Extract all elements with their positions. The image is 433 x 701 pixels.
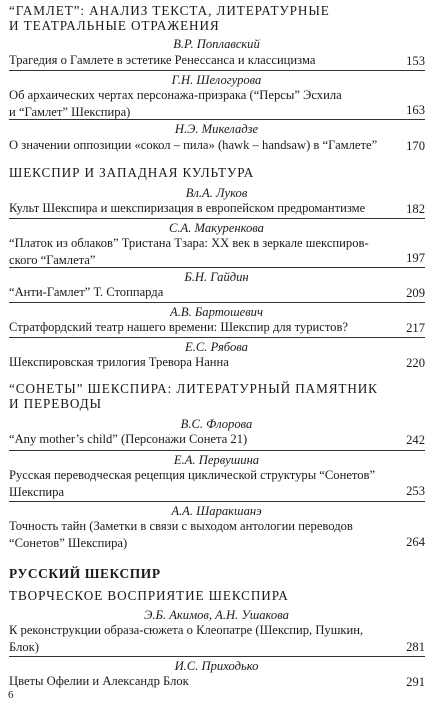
entry-page-number: 170 (406, 139, 425, 153)
entry-divider (9, 302, 425, 303)
entry-author: В.С. Флорова (180, 417, 253, 431)
entry-page-number: 264 (406, 535, 425, 549)
entry-title-line: “Сонетов” Шекспира) (9, 535, 128, 550)
entry-author: С.А. Макуренкова (169, 221, 264, 235)
entry-title-line: Точность тайн (Заметки в связи с выходом антологии переводов (9, 519, 353, 533)
entry-title (9, 200, 399, 217)
entry-title-line: ского “Гамлета” (9, 252, 96, 267)
section-heading-shakespeare-western-culture (9, 165, 424, 180)
entry-author: А.В. Бартошевич (170, 305, 263, 319)
section-heading-line: И ТЕАТРАЛЬНЫЕ ОТРАЖЕНИЯ (9, 18, 220, 33)
entry-title (9, 137, 399, 154)
entry-author: Г.Н. Шелогурова (171, 73, 262, 87)
entry-title-line: Культ Шекспира и шекспиризация в европейском предромантизме (9, 201, 366, 215)
entry-page-number: 163 (406, 103, 425, 117)
page-folio: 6 (8, 689, 14, 701)
entry-author: Э.Б. Акимов, А.Н. Ушакова (144, 608, 289, 622)
section-heading-line: “ГАМЛЕТ”: АНАЛИЗ ТЕКСТА, ЛИТЕРАТУРНЫЕ (9, 3, 330, 18)
entry-title (9, 87, 379, 120)
entry-page-number: 220 (406, 356, 425, 370)
entry-page-number: 281 (406, 640, 425, 654)
entry-title (9, 52, 379, 69)
entry-page-number: 197 (406, 251, 425, 265)
entry-title-line: Об архаических чертах персонажа-призрака (“Персы” Эсхила (9, 88, 342, 102)
entry-page-number: 153 (406, 54, 425, 68)
entry-divider (9, 218, 425, 219)
entry-divider (9, 337, 425, 338)
entry-title-line: “Анти-Гамлет” Т. Стоппарда (9, 285, 164, 299)
entry-author: И.С. Приходько (174, 659, 259, 673)
entry-title-line: и “Гамлет” Шекспира) (9, 104, 131, 119)
entry-author: В.Р. Поплавский (173, 37, 260, 51)
entry-author: Н.Э. Микеладзе (174, 122, 259, 136)
entry-author: А.А. Шаракшанэ (171, 504, 262, 518)
section-heading-sonnets (9, 381, 424, 411)
entry-page-number: 291 (406, 675, 425, 689)
part-heading-russian-shakespeare: РУССКИЙ ШЕКСПИР (9, 566, 161, 581)
entry-title (9, 467, 379, 500)
section-heading-hamlet-analysis (9, 3, 424, 33)
entry-divider (9, 450, 425, 451)
section-heading-line: И ПЕРЕВОДЫ (9, 396, 102, 411)
entry-page-number: 182 (406, 202, 425, 216)
entry-divider (9, 119, 425, 120)
entry-page-number: 253 (406, 484, 425, 498)
section-heading-line: ШЕКСПИР И ЗАПАДНАЯ КУЛЬТУРА (9, 165, 255, 180)
entry-title-line: “Платок из облаков” Тристана Тзара: XX век в зеркале шекспиров- (9, 236, 369, 250)
entry-divider (9, 501, 425, 502)
section-heading-line: “СОНЕТЫ” ШЕКСПИРА: ЛИТЕРАТУРНЫЙ ПАМЯТНИК (9, 381, 378, 396)
entry-title (9, 622, 379, 655)
entry-title (9, 518, 379, 551)
entry-author: Е.А. Первушина (173, 453, 260, 467)
entry-title (9, 319, 379, 336)
entry-title (9, 235, 379, 268)
entry-title-line: О значении оппозиции «сокол – пила» (hawk – handsaw) в “Гамлете” (9, 138, 378, 152)
entry-divider (9, 70, 425, 71)
entry-author: Е.С. Рябова (185, 340, 248, 354)
entry-title (9, 673, 379, 690)
entry-title (9, 284, 379, 301)
section-heading-line: ТВОРЧЕСКОЕ ВОСПРИЯТИЕ ШЕКСПИРА (9, 588, 289, 603)
entry-title-line: Шекспировская трилогия Тревора Нанна (9, 355, 229, 369)
section-heading-creative-reception (9, 588, 424, 603)
entry-title-line: “Any mother’s child” (Персонажи Сонета 21) (9, 432, 248, 446)
entry-page-number: 209 (406, 286, 425, 300)
entry-page-number: 242 (406, 433, 425, 447)
entry-title-line: К реконструкции образа-сюжета о Клеопатре (Шекспир, Пушкин, (9, 623, 364, 637)
entry-title-line: Стратфордский театр нашего времени: Шекспир для туристов? (9, 320, 349, 334)
entry-title (9, 354, 379, 371)
entry-title-line: Блок) (9, 639, 39, 654)
entry-author: Вл.А. Луков (185, 186, 248, 200)
entry-page-number: 217 (406, 321, 425, 335)
entry-title-line: Шекспира (9, 484, 65, 499)
entry-author: Б.Н. Гайдин (184, 270, 249, 284)
entry-divider (9, 267, 425, 268)
entry-title-line: Русская переводческая рецепция циклической структуры “Сонетов” (9, 468, 376, 482)
entry-title-line: Цветы Офелии и Александр Блок (9, 674, 189, 688)
entry-title (9, 431, 379, 448)
entry-divider (9, 656, 425, 657)
entry-title-line: Трагедия о Гамлете в эстетике Ренессанса и классицизма (9, 53, 316, 67)
